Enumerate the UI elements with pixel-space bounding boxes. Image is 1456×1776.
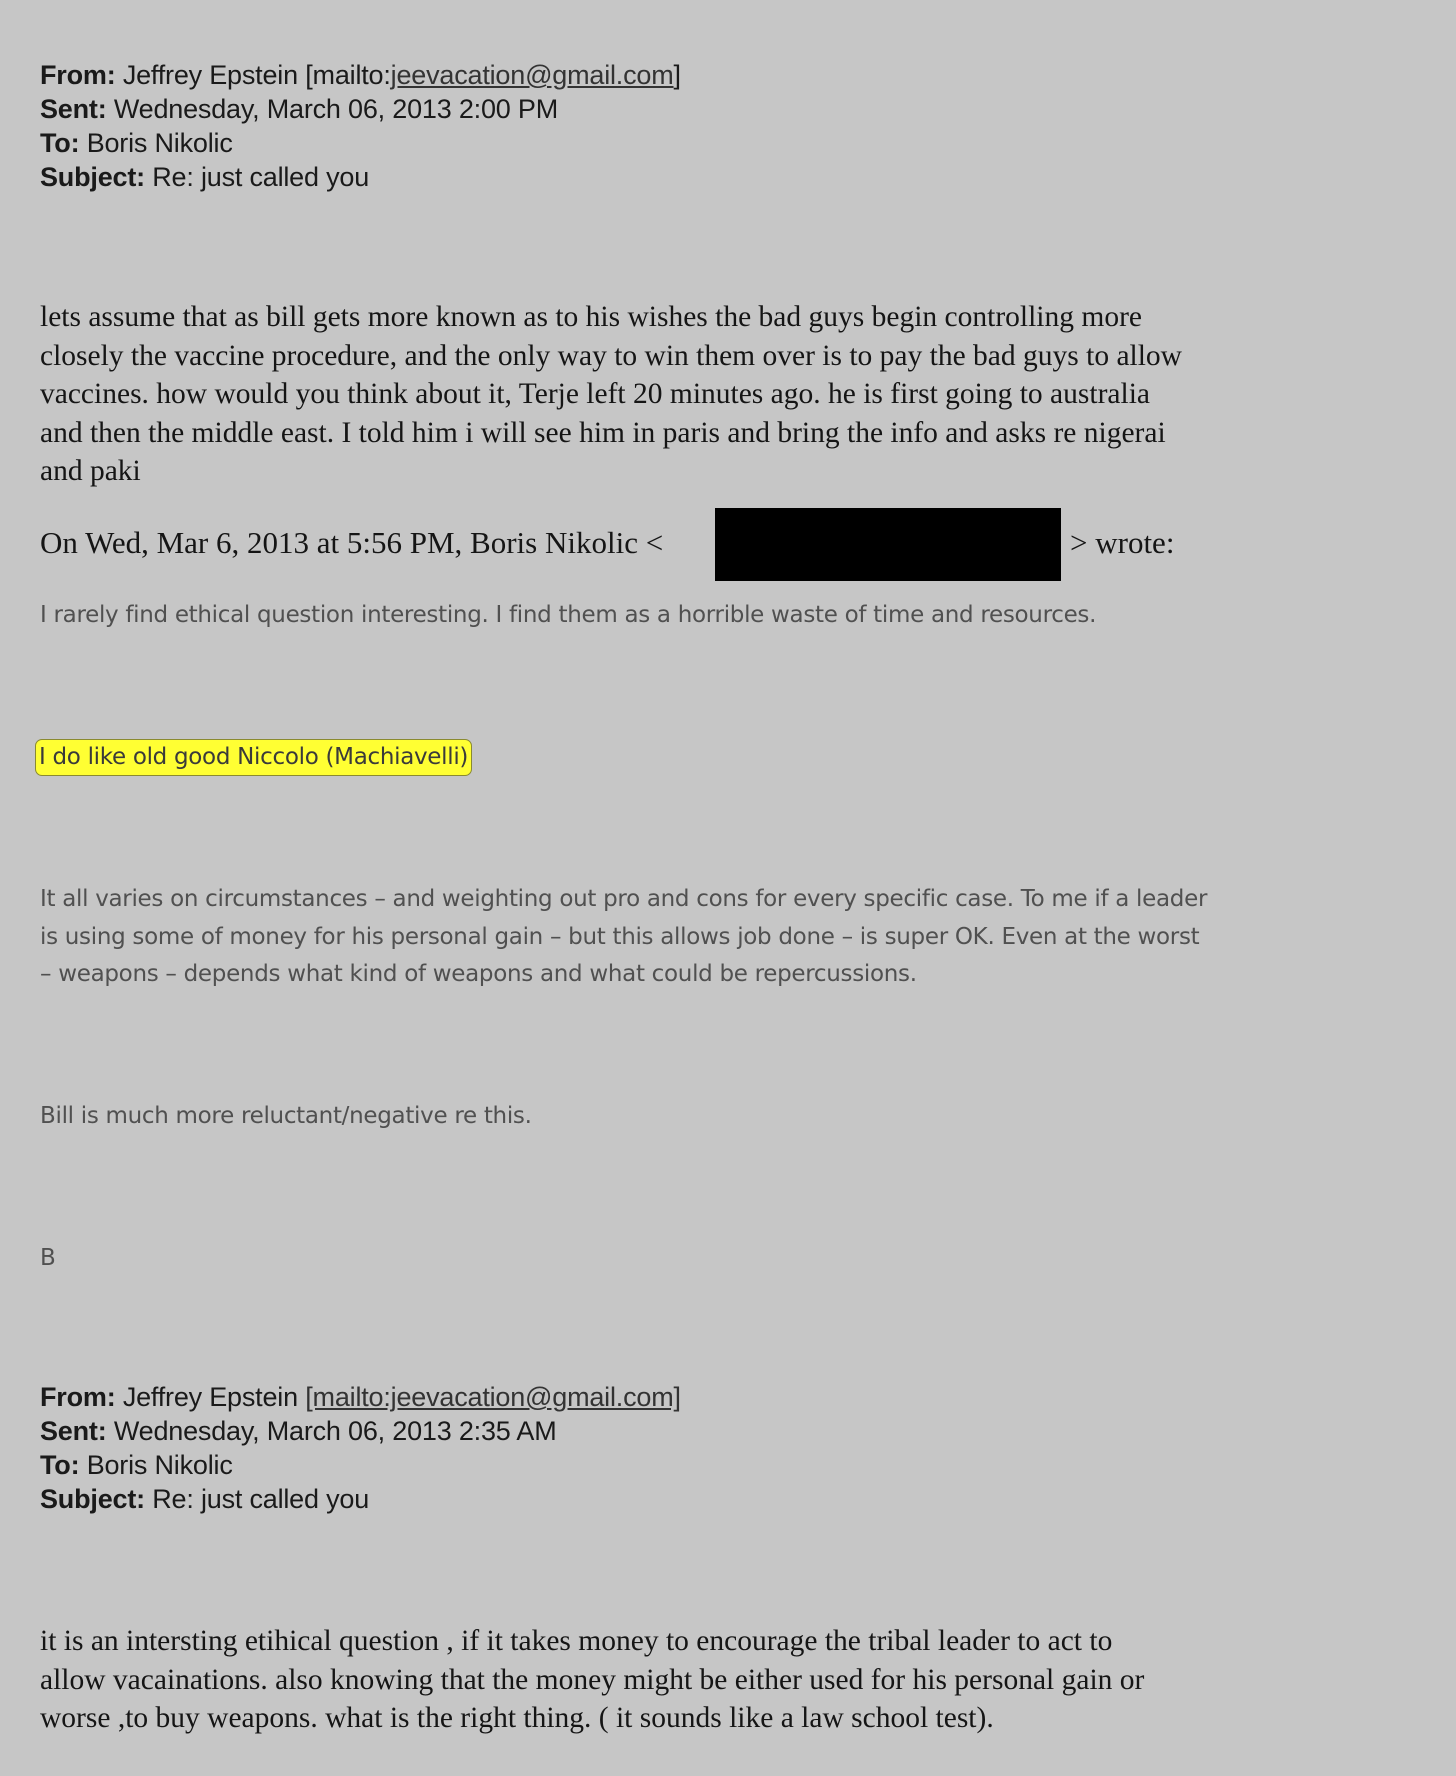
email1-from-label: From: (40, 60, 116, 90)
email1-body-line: vaccines. how would you think about it, Terje left 20 minutes ago. he is first going to australia (40, 378, 1150, 410)
redaction-box (715, 508, 1061, 581)
email2-body-line: worse ,to buy weapons. what is the right thing. ( it sounds like a law school test). (40, 1702, 994, 1734)
email1-body (40, 298, 1370, 491)
quoted-intro-tail: > wrote: (1070, 525, 1175, 560)
email2-from-name: Jeffrey Epstein (122, 1382, 298, 1412)
email1-body-line: and then the middle east. I told him i will see him in paris and bring the info and asks re nigerai (40, 416, 1166, 449)
email2-body-line: it is an intersting etihical question , if it takes money to encourage the tribal leader to act to (40, 1625, 1113, 1657)
email1-body-line: closely the vaccine procedure, and the only way to win them over is to pay the bad guys to allow (40, 339, 1182, 372)
email1-from-line (40, 58, 681, 92)
email1-subject-label: Subject: (40, 162, 145, 192)
email1-from-name: Jeffrey Epstein (122, 60, 298, 90)
email2-body (40, 1622, 1370, 1738)
email1-header (40, 58, 681, 194)
email1-to-line (40, 126, 681, 160)
email1-body-line: lets assume that as bill gets more known as to his wishes the bad guys begin controlling more (40, 301, 1142, 333)
email2-sent-label: Sent: (40, 1416, 107, 1446)
email2-subject-label: Subject: (40, 1484, 145, 1514)
email2-to-line (40, 1448, 681, 1482)
quoted-paragraph-3-line: is using some of money for his personal gain – but this allows job done – is super OK. Even at the worst (40, 923, 1200, 950)
email2-subject-line (40, 1482, 681, 1516)
email1-to-value: Boris Nikolic (86, 128, 233, 158)
email2-to-label: To: (40, 1450, 80, 1480)
highlighted-paragraph: I do like old good Niccolo (Machiavelli) (35, 739, 472, 776)
email1-sent-value: Wednesday, March 06, 2013 2:00 PM (113, 94, 558, 124)
email1-body-line: and paki (40, 455, 141, 487)
email1-mailto-open: [mailto: (305, 60, 391, 90)
email1-subject-value: Re: just called you (152, 162, 370, 192)
quoted-paragraph-1: I rarely find ethical question interesting. I find them as a horrible waste of time and resources. (40, 602, 1097, 628)
email2-to-value: Boris Nikolic (86, 1450, 233, 1480)
email2-from-label: From: (40, 1382, 116, 1412)
quoted-intro: On Wed, Mar 6, 2013 at 5:56 PM, Boris Nikolic < (40, 525, 664, 560)
email1-to-label: To: (40, 128, 80, 158)
email2-sent-value: Wednesday, March 06, 2013 2:35 AM (113, 1416, 557, 1446)
quoted-paragraph-3-line: – weapons – depends what kind of weapons and what could be repercussions. (40, 961, 917, 987)
email1-sent-label: Sent: (40, 94, 107, 124)
quoted-signature: B (40, 1245, 56, 1271)
quoted-paragraph-3-line: It all varies on circumstances – and weighting out pro and cons for every specific case. To me if a leader (40, 886, 1208, 912)
email2-mailto-link[interactable]: [mailto:jeevacation@gmail.com] (305, 1382, 681, 1412)
email2-header (40, 1380, 681, 1516)
quoted-paragraph-4: Bill is much more reluctant/negative re this. (40, 1103, 532, 1129)
quoted-paragraph-3 (40, 881, 1380, 994)
email2-body-line: allow vacainations. also knowing that the money might be either used for his personal gain or (40, 1663, 1145, 1696)
email1-sent-line (40, 92, 681, 126)
email2-sent-line (40, 1414, 681, 1448)
email1-subject-line (40, 160, 681, 194)
email1-mailto-link[interactable]: jeevacation@gmail.com (390, 60, 674, 90)
email1-mailto-close: ] (673, 60, 681, 90)
email2-from-line (40, 1380, 681, 1414)
email2-subject-value: Re: just called you (152, 1484, 370, 1514)
